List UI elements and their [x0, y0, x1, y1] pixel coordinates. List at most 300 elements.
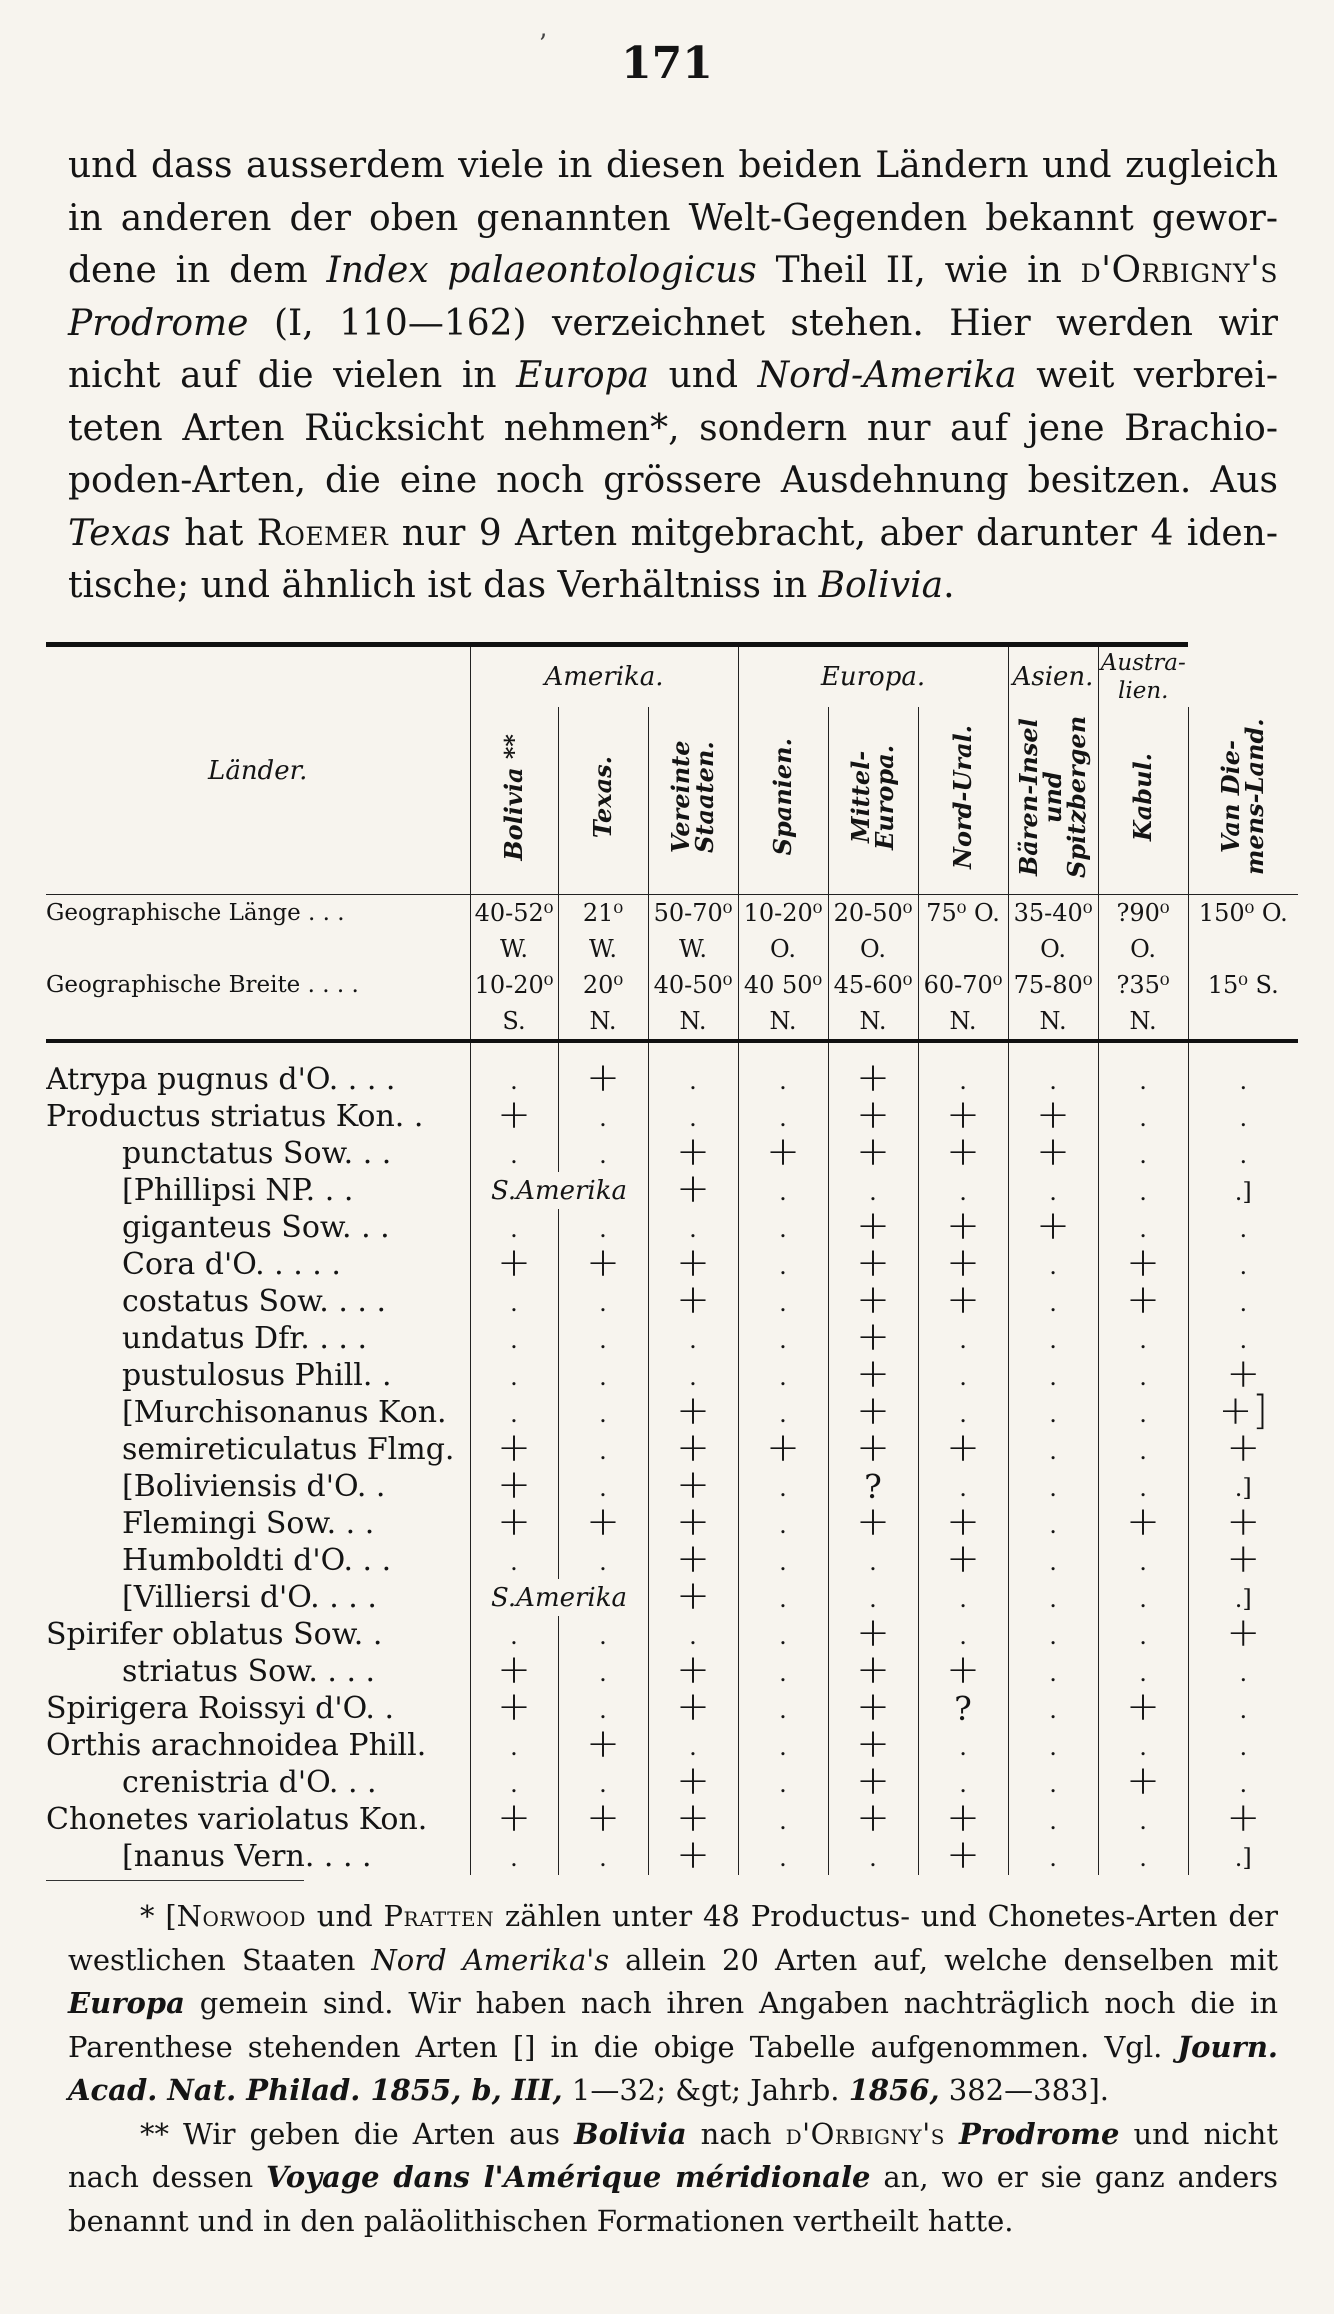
occurrence-cell: [558, 1394, 648, 1431]
occurrence-cell: [1188, 1535, 1298, 1582]
separator-cell: [46, 1041, 470, 1061]
species-name: punctatus Sow. . .: [122, 1135, 392, 1171]
occurrence-cell: [738, 1209, 828, 1246]
occurrence-cell: [558, 1653, 648, 1690]
dot-mark: .: [1139, 1474, 1147, 1502]
plus-mark: +: [856, 1054, 890, 1101]
species-name: undatus Dfr. . . .: [122, 1320, 367, 1356]
occurrence-cell: [1008, 1764, 1098, 1801]
occurrence-cell: [738, 1690, 828, 1727]
plus-mark: +: [497, 1498, 531, 1545]
dot-mark: .: [599, 1400, 607, 1428]
occurrence-cell: [1098, 1801, 1188, 1838]
occurrence-cell: [470, 1320, 558, 1357]
occurrence-cell: [1008, 1616, 1098, 1653]
plus-mark: +: [856, 1091, 890, 1138]
dot-mark: .: [1239, 1696, 1248, 1724]
geo-value: 40-50⁰: [648, 967, 738, 1003]
dot-mark: .: [689, 1622, 697, 1650]
occurrence-cell: [1098, 1276, 1188, 1323]
occurrence-cell: [558, 1838, 648, 1875]
geo-value: N.: [918, 1003, 1008, 1041]
occurrence-cell: [828, 1498, 918, 1545]
geo-value: 20⁰: [558, 967, 648, 1003]
dot-mark: .: [779, 1511, 787, 1539]
footnote-line: Parenthese stehenden Arten [] in die obige Tabelle aufgenommen. Vgl. Journ.: [68, 2029, 1278, 2064]
footnote-line: benannt und in den paläolithischen Formationen vertheilt hatte.: [68, 2203, 1014, 2238]
geo-label: Geographische Breite . . . .: [46, 972, 359, 998]
table-row: [46, 1209, 1298, 1246]
occurrence-cell: [558, 1320, 648, 1357]
table-row: [46, 1394, 1298, 1431]
occurrence-cell: [738, 1320, 828, 1357]
plus-mark: +: [676, 1646, 710, 1693]
occurrence-cell: [470, 1498, 558, 1545]
occurrence-cell: [738, 1801, 828, 1838]
occurrence-cell: [1098, 1542, 1188, 1579]
column-label: Spanien.: [768, 738, 797, 856]
dot-mark: .: [599, 1770, 607, 1798]
dot-mark: .: [1139, 1141, 1147, 1169]
species-name: Atrypa pugnus d'O. . . .: [46, 1061, 396, 1097]
occurrence-cell: [558, 1794, 648, 1841]
separator-cell: [1188, 1041, 1298, 1061]
plus-mark: +: [676, 1831, 710, 1878]
separator-cell: [918, 1041, 1008, 1061]
occurrence-cell: [738, 1653, 828, 1690]
occurrence-cell: [648, 1831, 738, 1878]
table-row: [46, 1764, 1298, 1801]
species-name: Productus striatus Kon. .: [46, 1098, 424, 1134]
species-name: [Murchisonanus Kon.: [122, 1394, 447, 1430]
column-label: Nord-Ural.: [948, 725, 978, 869]
plus-mark: +: [586, 1498, 620, 1545]
dot-mark: .: [1139, 1622, 1147, 1650]
occurrence-cell: [918, 1690, 1008, 1727]
plus-mark: +: [946, 1498, 980, 1545]
separator-cell: [1098, 1041, 1188, 1061]
occurrence-cell: [470, 1283, 558, 1320]
species-name: Humboldti d'O. . .: [122, 1542, 392, 1578]
occurrence-cell: [738, 1542, 828, 1579]
plus-mark: +: [586, 1794, 620, 1841]
plus-mark: +: [676, 1387, 710, 1434]
plus-mark: +: [856, 1646, 890, 1693]
dot-mark: .: [1049, 1474, 1057, 1502]
separator-cell: [1008, 1041, 1098, 1061]
occurrence-cell: [558, 1098, 648, 1135]
plus-mark: +: [676, 1239, 710, 1286]
occurrence-cell: [1098, 1357, 1188, 1394]
dot-mark: .: [1049, 1400, 1057, 1428]
geo-value: O.: [1008, 931, 1098, 967]
footnote-line: Europa gemein sind. Wir haben nach ihren Angaben nachträglich noch die in: [68, 1986, 1278, 2020]
table-row: [46, 1357, 1298, 1394]
column-label: Texas.: [588, 755, 617, 839]
occurrence-cell: [1008, 1727, 1098, 1764]
column-header: [1008, 707, 1098, 895]
plus-mark: +: [856, 1720, 890, 1767]
occurrence-cell: [558, 1542, 648, 1579]
occurrence-cell: [738, 1505, 828, 1542]
table-row: [46, 1320, 1298, 1357]
plus-mark: +: [856, 1387, 890, 1434]
dot-mark: .: [779, 1178, 787, 1206]
table-row: [46, 1468, 1298, 1505]
occurrence-cell: [470, 1091, 558, 1138]
species-name: [Phillipsi NP. . .: [122, 1172, 354, 1208]
dot-mark: .: [1139, 1437, 1147, 1465]
occurrence-cell: [1098, 1757, 1188, 1804]
occurrence-cell: [558, 1357, 648, 1394]
table-row: [46, 1098, 1298, 1135]
dot-mark: .: [1239, 1289, 1248, 1317]
plus-mark: +: [856, 1757, 890, 1804]
dot-mark: .: [689, 1104, 697, 1132]
occurrence-cell: [828, 1838, 918, 1875]
geo-value: 10-20⁰: [470, 967, 558, 1003]
occurrence-cell: [738, 1424, 828, 1471]
plus-mark: +: [1126, 1498, 1160, 1545]
dot-mark: .: [1049, 1363, 1057, 1391]
plus-mark: +: [1126, 1239, 1160, 1286]
dot-mark: .: [599, 1844, 607, 1872]
occurrence-cell: [470, 1794, 558, 1841]
plus-mark: +: [856, 1794, 890, 1841]
dot-mark: .: [1239, 1252, 1248, 1280]
occurrence-cell: [1008, 1579, 1098, 1616]
dot-mark: .: [1049, 1252, 1057, 1280]
plus-mark: +: [946, 1794, 980, 1841]
plus-mark: +: [856, 1276, 890, 1323]
plus-mark: +: [856, 1683, 890, 1730]
plus-mark: +: [856, 1202, 890, 1249]
dot-mark: .: [779, 1770, 787, 1798]
distribution-table: [46, 642, 1298, 1878]
plus-mark: +: [766, 1424, 800, 1471]
geo-value: 20-50⁰: [828, 895, 918, 932]
dot-mark: .: [599, 1104, 607, 1132]
occurrence-cell: [1098, 1061, 1188, 1098]
dot-mark: .: [1139, 1733, 1147, 1761]
dot-mark: .: [959, 1178, 967, 1206]
plus-mark: +: [676, 1165, 710, 1212]
table-row: [46, 1653, 1298, 1690]
occurrence-cell: [1188, 1794, 1298, 1841]
geo-value: 50-70⁰: [648, 895, 738, 932]
separator-cell: [470, 1041, 558, 1061]
author-name: d'Orbigny's: [1080, 250, 1279, 291]
dot-mark: .: [510, 1844, 518, 1872]
table-row: [46, 1838, 1298, 1875]
occurrence-cell: [1188, 1609, 1298, 1656]
dot-mark: .: [689, 1215, 697, 1243]
body-paragraph: [68, 140, 1278, 613]
column-header: [738, 707, 828, 895]
text-line: und dass ausserdem viele in diesen beiden Ländern und zugleich: [68, 145, 1278, 186]
table-row: [46, 1246, 1298, 1283]
plus-mark: +: [1126, 1757, 1160, 1804]
occurrence-cell: [918, 1357, 1008, 1394]
dot-mark: .: [779, 1844, 787, 1872]
text-line: dene in dem Index palaeontologicus Theil II, wie in d'Orbigny's: [68, 250, 1279, 291]
geo-value: N.: [738, 1003, 828, 1041]
column-label: Vereinte Staaten.: [666, 740, 719, 854]
geo-value: 75⁰ O.: [918, 895, 1008, 932]
dot-mark: .: [510, 1215, 518, 1243]
occurrence-cell: [470, 1727, 558, 1764]
occurrence-cell: [918, 1320, 1008, 1357]
occurrence-cell: [648, 1165, 738, 1212]
geo-value: O.: [738, 931, 828, 967]
plus-mark: +: [497, 1683, 531, 1730]
plus-mark: +: [676, 1572, 710, 1619]
footnote-line: ** Wir geben die Arten aus Bolivia nach d'Orbigny's Prodrome und nicht: [140, 2116, 1278, 2151]
plus-mark: +: [676, 1794, 710, 1841]
plus-mark: +: [1226, 1794, 1261, 1841]
group-header: Austra-lien.: [1098, 645, 1188, 708]
plus-mark: +: [946, 1424, 980, 1471]
dot-mark: .: [1139, 1363, 1147, 1391]
plus-mark: +: [1226, 1424, 1261, 1471]
dot-mark: .: [599, 1289, 607, 1317]
text-line: in anderen der oben genannten Welt-Gegenden bekannt gewor-: [68, 197, 1278, 239]
occurrence-cell: [738, 1061, 828, 1098]
plus-mark: +: [946, 1646, 980, 1693]
text-line: Prodrome (I, 110—162) verzeichnet stehen. Hier werden wir: [68, 302, 1278, 344]
plus-mark: +: [856, 1128, 890, 1175]
plus-mark: +: [946, 1239, 980, 1286]
dot-mark: .: [1049, 1622, 1057, 1650]
occurrence-cell: [648, 1320, 738, 1357]
footnote-line: westlichen Staaten Nord Amerika's allein 20 Arten auf, welche denselben mit: [68, 1942, 1278, 1977]
table-row: [46, 1431, 1298, 1468]
table-row: [46, 1283, 1298, 1320]
occurrence-cell: [558, 1054, 648, 1101]
plus-mark: +: [676, 1683, 710, 1730]
occurrence-cell: [1008, 1801, 1098, 1838]
occurrence-cell: [918, 1424, 1008, 1471]
dot-mark: .: [1049, 1585, 1057, 1613]
geo-label: [46, 1003, 470, 1041]
plus-mark: +: [856, 1609, 890, 1656]
laender-header: Länder.: [46, 645, 470, 895]
dot-mark: .: [1139, 1067, 1147, 1095]
dot-mark: .: [510, 1622, 518, 1650]
column-header: [1098, 707, 1188, 895]
dot-mark: .: [1049, 1659, 1057, 1687]
dot-mark: .: [1049, 1770, 1057, 1798]
occurrence-cell: [1008, 1246, 1098, 1283]
geo-label: [46, 931, 470, 967]
geo-value: 75-80⁰: [1008, 967, 1098, 1003]
dot-mark: .: [779, 1585, 787, 1613]
plus-mark: +: [946, 1091, 980, 1138]
occurrence-cell: [738, 1172, 828, 1209]
geo-value: N.: [558, 1003, 648, 1041]
index-title: Index palaeontologicus: [326, 250, 757, 291]
occurrence-cell: [738, 1579, 828, 1616]
occurrence-cell: [1188, 1209, 1298, 1246]
dot-mark: .: [1139, 1659, 1147, 1687]
occurrence-cell: [738, 1246, 828, 1283]
column-header: [828, 707, 918, 895]
species-name: semireticulatus Flmg.: [122, 1431, 455, 1467]
table-row: [46, 1801, 1298, 1838]
occurrence-cell: [738, 1838, 828, 1875]
dot-mark: .: [959, 1770, 967, 1798]
plus-mark: +: [946, 1128, 980, 1175]
dot-mark: .: [1239, 1104, 1248, 1132]
occurrence-cell: [918, 1646, 1008, 1693]
occurrence-cell: [1188, 1653, 1298, 1690]
species-name: Cora d'O. . . . .: [122, 1246, 341, 1282]
dot-mark: .: [1049, 1326, 1057, 1354]
occurrence-cell: [1008, 1202, 1098, 1249]
dot-mark: .: [1139, 1178, 1147, 1206]
occurrence-cell: [1008, 1838, 1098, 1875]
occurrence-cell: [1188, 1246, 1298, 1283]
occurrence-cell: [1098, 1838, 1188, 1875]
dot-mark: .: [599, 1326, 607, 1354]
dot-mark: .: [779, 1363, 787, 1391]
dot-mark: .: [1139, 1807, 1147, 1835]
plus-mark: +: [1036, 1128, 1070, 1175]
plus-mark: +: [676, 1757, 710, 1804]
plus-mark: +: [946, 1831, 980, 1878]
table-row: [46, 1135, 1298, 1172]
occurrence-cell: [918, 1535, 1008, 1582]
group-header: Europa.: [738, 645, 1008, 708]
species-name: striatus Sow. . . .: [122, 1653, 376, 1689]
plus-mark: +: [946, 1276, 980, 1323]
occurrence-cell: [1008, 1357, 1098, 1394]
plus-mark: +: [676, 1535, 710, 1582]
geo-value: 35-40⁰: [1008, 895, 1098, 932]
occurrence-cell: [1008, 1542, 1098, 1579]
occurrence-cell: [918, 1276, 1008, 1323]
occurrence-cell: [470, 1357, 558, 1394]
footnote-rule: [46, 1880, 304, 1881]
occurrence-cell: [1008, 1283, 1098, 1320]
dot-mark: .: [1049, 1733, 1057, 1761]
dot-mark: .: [510, 1770, 518, 1798]
dot-mark: ?: [864, 1466, 882, 1506]
species-name: [nanus Vern. . . .: [122, 1838, 372, 1874]
dot-mark: .: [779, 1733, 787, 1761]
occurrence-cell: [558, 1135, 648, 1172]
footnote-line: * [Norwood und Pratten zählen unter 48 Productus- und Chonetes-Arten der: [140, 1899, 1278, 1933]
dot-mark: .: [869, 1178, 877, 1206]
table-row: [46, 1579, 1298, 1616]
occurrence-cell: [1188, 1283, 1298, 1320]
dot-mark: .: [779, 1659, 787, 1687]
geo-value: 21⁰: [558, 895, 648, 932]
dot-mark: .: [1139, 1585, 1147, 1613]
geo-value: N.: [828, 1003, 918, 1041]
species-name: pustulosus Phill. .: [122, 1357, 392, 1393]
occurrence-cell: [1008, 1690, 1098, 1727]
species-name: Chonetes variolatus Kon.: [46, 1801, 428, 1837]
plus-mark: +: [856, 1239, 890, 1286]
dot-mark: .: [779, 1622, 787, 1650]
dot-mark: .: [599, 1622, 607, 1650]
dot-mark: .: [510, 1067, 518, 1095]
geo-value: W.: [470, 931, 558, 967]
occurrence-cell: [828, 1542, 918, 1579]
column-label: Van Die-mens-Land.: [1216, 718, 1270, 876]
geo-value: N.: [1098, 1003, 1188, 1041]
geo-value: ?35⁰: [1098, 967, 1188, 1003]
dot-mark: .: [1239, 1326, 1248, 1354]
species-name: Orthis arachnoidea Phill.: [46, 1727, 427, 1763]
dot-mark: .: [1049, 1548, 1057, 1576]
species-name: costatus Sow. . . .: [122, 1283, 386, 1319]
plus-mark: +: [1226, 1609, 1261, 1656]
dot-mark: .: [599, 1696, 607, 1724]
dot-mark: .: [510, 1363, 518, 1391]
occurrence-cell: [738, 1283, 828, 1320]
species-name: Spirifer oblatus Sow. .: [46, 1616, 383, 1652]
plus-mark: +: [856, 1498, 890, 1545]
dot-mark: .: [510, 1400, 518, 1428]
geo-value: 10-20⁰: [738, 895, 828, 932]
occurrence-cell: [918, 1128, 1008, 1175]
dot-mark: .]: [1234, 1474, 1252, 1502]
separator-cell: [738, 1041, 828, 1061]
table-row: [46, 1616, 1298, 1653]
text-line: tische; und ähnlich ist das Verhältniss in Bolivia.: [68, 565, 955, 606]
dot-mark: .: [869, 1844, 877, 1872]
occurrence-cell: [1188, 1838, 1298, 1875]
occurrence-cell: [648, 1276, 738, 1323]
plus-mark: +: [856, 1424, 890, 1471]
occurrence-cell: [738, 1727, 828, 1764]
dot-mark: .: [510, 1289, 518, 1317]
occurrence-cell: [738, 1128, 828, 1175]
occurrence-cell: [1008, 1320, 1098, 1357]
region-note: S.Amerika: [470, 1172, 648, 1209]
dot-mark: .: [959, 1474, 967, 1502]
dot-mark: .: [1049, 1807, 1057, 1835]
occurrence-cell: [1188, 1690, 1298, 1727]
occurrence-cell: [1098, 1683, 1188, 1730]
occurrence-cell: [558, 1239, 648, 1286]
dot-mark: .: [1239, 1067, 1248, 1095]
occurrence-cell: [1188, 1061, 1298, 1098]
separator-cell: [648, 1041, 738, 1061]
dot-mark: .: [779, 1067, 787, 1095]
group-header: Asien.: [1008, 645, 1098, 708]
occurrence-cell: [1188, 1172, 1298, 1209]
dot-mark: .: [959, 1067, 967, 1095]
dot-mark: ?: [954, 1688, 972, 1728]
plus-mark: +: [497, 1424, 531, 1471]
dot-mark: .: [1139, 1548, 1147, 1576]
dot-mark: .: [959, 1326, 967, 1354]
species-name: Flemingi Sow. . .: [122, 1505, 375, 1541]
occurrence-cell: [648, 1683, 738, 1730]
dot-mark: .: [510, 1326, 518, 1354]
occurrence-cell: [1008, 1505, 1098, 1542]
occurrence-cell: [470, 1135, 558, 1172]
occurrence-cell: [1008, 1394, 1098, 1431]
table-row: [46, 1690, 1298, 1727]
species-name: [Villiersi d'O. . . .: [122, 1579, 377, 1615]
occurrence-cell: [648, 1572, 738, 1619]
dot-mark: .]: [1234, 1844, 1252, 1872]
occurrence-cell: [1098, 1579, 1188, 1616]
